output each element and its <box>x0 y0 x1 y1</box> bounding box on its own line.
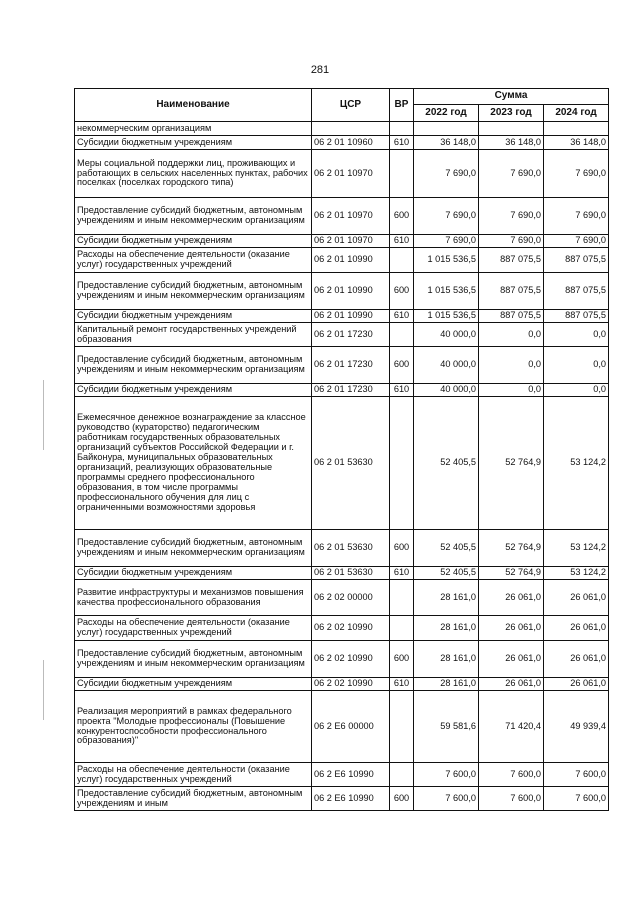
row-csr-cell: 06 2 02 10990 <box>312 616 390 641</box>
row-amount-2024-cell: 7 690,0 <box>544 150 609 198</box>
row-csr-cell: 06 2 01 53630 <box>312 530 390 567</box>
table-row <box>75 150 609 198</box>
row-amount-2024-cell: 0,0 <box>544 323 609 347</box>
row-amount-2022-cell: 7 690,0 <box>414 150 479 198</box>
row-name-cell: Капитальный ремонт государственных учреждений образования <box>75 323 312 347</box>
row-vr-cell: 610 <box>390 567 414 580</box>
row-name-cell: некоммерческим организациям <box>75 122 312 136</box>
row-amount-2022-cell: 28 161,0 <box>414 616 479 641</box>
row-vr-cell <box>390 580 414 616</box>
row-vr-cell <box>390 616 414 641</box>
row-amount-2022-cell: 1 015 536,5 <box>414 248 479 273</box>
row-amount-2023-cell <box>479 122 544 136</box>
table-row <box>75 641 609 678</box>
header-csr: ЦСР <box>312 89 390 122</box>
row-amount-2023-cell: 887 075,5 <box>479 273 544 310</box>
row-amount-2023-cell: 0,0 <box>479 384 544 397</box>
row-csr-cell: 06 2 01 53630 <box>312 567 390 580</box>
row-vr-cell <box>390 397 414 530</box>
table-row <box>75 567 609 580</box>
row-amount-2023-cell: 26 061,0 <box>479 616 544 641</box>
row-name-cell: Субсидии бюджетным учреждениям <box>75 678 312 691</box>
header-year-2023: 2023 год <box>479 105 544 122</box>
row-amount-2024-cell: 53 124,2 <box>544 530 609 567</box>
row-amount-2022-cell: 40 000,0 <box>414 384 479 397</box>
row-name-cell: Субсидии бюджетным учреждениям <box>75 310 312 323</box>
row-amount-2022-cell: 7 600,0 <box>414 787 479 811</box>
row-amount-2024-cell: 887 075,5 <box>544 248 609 273</box>
row-amount-2023-cell: 71 420,4 <box>479 691 544 763</box>
row-csr-cell: 06 2 01 53630 <box>312 397 390 530</box>
row-amount-2023-cell: 52 764,9 <box>479 567 544 580</box>
row-amount-2024-cell: 26 061,0 <box>544 678 609 691</box>
row-amount-2024-cell: 53 124,2 <box>544 567 609 580</box>
row-amount-2023-cell: 26 061,0 <box>479 580 544 616</box>
table-row <box>75 248 609 273</box>
table-row <box>75 273 609 310</box>
row-amount-2023-cell: 36 148,0 <box>479 136 544 150</box>
table-row <box>75 235 609 248</box>
row-vr-cell: 610 <box>390 136 414 150</box>
row-vr-cell <box>390 323 414 347</box>
row-amount-2023-cell: 26 061,0 <box>479 678 544 691</box>
row-vr-cell <box>390 763 414 787</box>
header-name: Наименование <box>75 89 312 122</box>
table-row <box>75 347 609 384</box>
row-vr-cell: 600 <box>390 273 414 310</box>
row-amount-2022-cell <box>414 122 479 136</box>
row-name-cell: Расходы на обеспечение деятельности (оказание услуг) государственных учреждений <box>75 616 312 641</box>
row-amount-2024-cell: 887 075,5 <box>544 310 609 323</box>
row-csr-cell: 06 2 02 10990 <box>312 678 390 691</box>
table-row <box>75 397 609 530</box>
row-amount-2024-cell: 7 690,0 <box>544 235 609 248</box>
table-row <box>75 136 609 150</box>
row-amount-2024-cell: 26 061,0 <box>544 580 609 616</box>
table-row <box>75 787 609 811</box>
row-name-cell: Развитие инфраструктуры и механизмов повышения качества профессионального образования <box>75 580 312 616</box>
row-amount-2024-cell: 36 148,0 <box>544 136 609 150</box>
row-amount-2022-cell: 52 405,5 <box>414 567 479 580</box>
header-sum: Сумма <box>414 89 609 105</box>
row-csr-cell: 06 2 01 17230 <box>312 323 390 347</box>
scan-artifact <box>43 380 44 450</box>
row-vr-cell <box>390 248 414 273</box>
row-vr-cell: 600 <box>390 787 414 811</box>
row-vr-cell <box>390 122 414 136</box>
table-row <box>75 580 609 616</box>
header-vr: ВР <box>390 89 414 122</box>
row-vr-cell: 610 <box>390 310 414 323</box>
row-amount-2024-cell: 26 061,0 <box>544 616 609 641</box>
row-name-cell: Меры социальной поддержки лиц, проживающих и работающих в сельских населенных пунктах, рабочих поселках (поселках городского типа) <box>75 150 312 198</box>
row-amount-2022-cell: 28 161,0 <box>414 641 479 678</box>
row-amount-2024-cell: 53 124,2 <box>544 397 609 530</box>
row-amount-2024-cell: 49 939,4 <box>544 691 609 763</box>
row-amount-2024-cell: 7 600,0 <box>544 763 609 787</box>
row-name-cell: Предоставление субсидий бюджетным, автономным учреждениям и иным некоммерческим организациям <box>75 198 312 235</box>
table-body <box>75 122 609 811</box>
row-amount-2024-cell: 26 061,0 <box>544 641 609 678</box>
row-amount-2022-cell: 59 581,6 <box>414 691 479 763</box>
row-csr-cell: 06 2 01 10990 <box>312 273 390 310</box>
row-name-cell: Реализация мероприятий в рамках федерального проекта "Молодые профессионалы (Повышение конкурентоспособности профессионального образования)" <box>75 691 312 763</box>
row-amount-2024-cell: 7 690,0 <box>544 198 609 235</box>
table-row <box>75 198 609 235</box>
row-csr-cell: 06 2 01 17230 <box>312 347 390 384</box>
row-amount-2022-cell: 7 690,0 <box>414 198 479 235</box>
row-amount-2023-cell: 7 600,0 <box>479 763 544 787</box>
row-name-cell: Предоставление субсидий бюджетным, автономным учреждениям и иным некоммерческим организациям <box>75 273 312 310</box>
row-csr-cell: 06 2 01 10960 <box>312 136 390 150</box>
table-row <box>75 616 609 641</box>
row-amount-2023-cell: 7 600,0 <box>479 787 544 811</box>
row-amount-2024-cell: 7 600,0 <box>544 787 609 811</box>
row-amount-2023-cell: 52 764,9 <box>479 397 544 530</box>
row-amount-2023-cell: 7 690,0 <box>479 150 544 198</box>
row-csr-cell: 06 2 01 10970 <box>312 150 390 198</box>
row-amount-2022-cell: 40 000,0 <box>414 323 479 347</box>
row-amount-2023-cell: 887 075,5 <box>479 248 544 273</box>
scan-artifact <box>43 660 44 720</box>
row-csr-cell: 06 2 E6 10990 <box>312 763 390 787</box>
table-row <box>75 323 609 347</box>
row-vr-cell: 600 <box>390 347 414 384</box>
row-amount-2023-cell: 0,0 <box>479 323 544 347</box>
row-vr-cell: 610 <box>390 384 414 397</box>
row-amount-2023-cell: 52 764,9 <box>479 530 544 567</box>
row-vr-cell <box>390 150 414 198</box>
row-amount-2022-cell: 1 015 536,5 <box>414 310 479 323</box>
row-name-cell: Предоставление субсидий бюджетным, автономным учреждениям и иным <box>75 787 312 811</box>
row-vr-cell: 600 <box>390 530 414 567</box>
row-amount-2023-cell: 887 075,5 <box>479 310 544 323</box>
row-amount-2022-cell: 52 405,5 <box>414 530 479 567</box>
row-csr-cell: 06 2 02 00000 <box>312 580 390 616</box>
row-csr-cell: 06 2 E6 00000 <box>312 691 390 763</box>
row-amount-2022-cell: 36 148,0 <box>414 136 479 150</box>
row-amount-2024-cell: 0,0 <box>544 347 609 384</box>
row-name-cell: Предоставление субсидий бюджетным, автономным учреждениям и иным некоммерческим организациям <box>75 641 312 678</box>
row-name-cell: Предоставление субсидий бюджетным, автономным учреждениям и иным некоммерческим организациям <box>75 530 312 567</box>
row-csr-cell: 06 2 01 10970 <box>312 235 390 248</box>
row-csr-cell: 06 2 E6 10990 <box>312 787 390 811</box>
row-name-cell: Расходы на обеспечение деятельности (оказание услуг) государственных учреждений <box>75 248 312 273</box>
table-row <box>75 691 609 763</box>
table-row <box>75 763 609 787</box>
row-amount-2022-cell: 1 015 536,5 <box>414 273 479 310</box>
budget-table <box>74 88 609 811</box>
row-vr-cell: 600 <box>390 641 414 678</box>
row-vr-cell: 600 <box>390 198 414 235</box>
row-amount-2024-cell <box>544 122 609 136</box>
header-year-2022: 2022 год <box>414 105 479 122</box>
row-name-cell: Ежемесячное денежное вознаграждение за классное руководство (кураторство) педагогическим работникам государственных образовательных организаций субъектов Российской Федерации и г. Байконура, муниципальных образовательных организаций, реализующих образовательные программы среднего профессионального образования, в том числе программы профессионального обучения для лиц с ограниченными возможностями здоровья <box>75 397 312 530</box>
table-row <box>75 384 609 397</box>
row-amount-2023-cell: 0,0 <box>479 347 544 384</box>
row-amount-2022-cell: 40 000,0 <box>414 347 479 384</box>
row-csr-cell: 06 2 01 10990 <box>312 248 390 273</box>
row-name-cell: Субсидии бюджетным учреждениям <box>75 384 312 397</box>
row-amount-2024-cell: 0,0 <box>544 384 609 397</box>
header-year-2024: 2024 год <box>544 105 609 122</box>
table-header <box>75 89 609 122</box>
row-name-cell: Субсидии бюджетным учреждениям <box>75 567 312 580</box>
row-amount-2023-cell: 7 690,0 <box>479 235 544 248</box>
row-amount-2022-cell: 28 161,0 <box>414 580 479 616</box>
row-amount-2022-cell: 28 161,0 <box>414 678 479 691</box>
row-name-cell: Расходы на обеспечение деятельности (оказание услуг) государственных учреждений <box>75 763 312 787</box>
table-row <box>75 530 609 567</box>
row-vr-cell <box>390 691 414 763</box>
row-csr-cell: 06 2 02 10990 <box>312 641 390 678</box>
row-amount-2022-cell: 7 600,0 <box>414 763 479 787</box>
table-row <box>75 678 609 691</box>
table-row <box>75 122 609 136</box>
row-amount-2022-cell: 7 690,0 <box>414 235 479 248</box>
row-name-cell: Субсидии бюджетным учреждениям <box>75 235 312 248</box>
page-number: 281 <box>310 64 330 76</box>
row-csr-cell <box>312 122 390 136</box>
row-amount-2022-cell: 52 405,5 <box>414 397 479 530</box>
row-csr-cell: 06 2 01 17230 <box>312 384 390 397</box>
table-row <box>75 310 609 323</box>
row-vr-cell: 610 <box>390 678 414 691</box>
row-csr-cell: 06 2 01 10970 <box>312 198 390 235</box>
row-amount-2023-cell: 26 061,0 <box>479 641 544 678</box>
row-amount-2023-cell: 7 690,0 <box>479 198 544 235</box>
row-name-cell: Субсидии бюджетным учреждениям <box>75 136 312 150</box>
row-amount-2024-cell: 887 075,5 <box>544 273 609 310</box>
row-vr-cell: 610 <box>390 235 414 248</box>
row-name-cell: Предоставление субсидий бюджетным, автономным учреждениям и иным некоммерческим организациям <box>75 347 312 384</box>
row-csr-cell: 06 2 01 10990 <box>312 310 390 323</box>
